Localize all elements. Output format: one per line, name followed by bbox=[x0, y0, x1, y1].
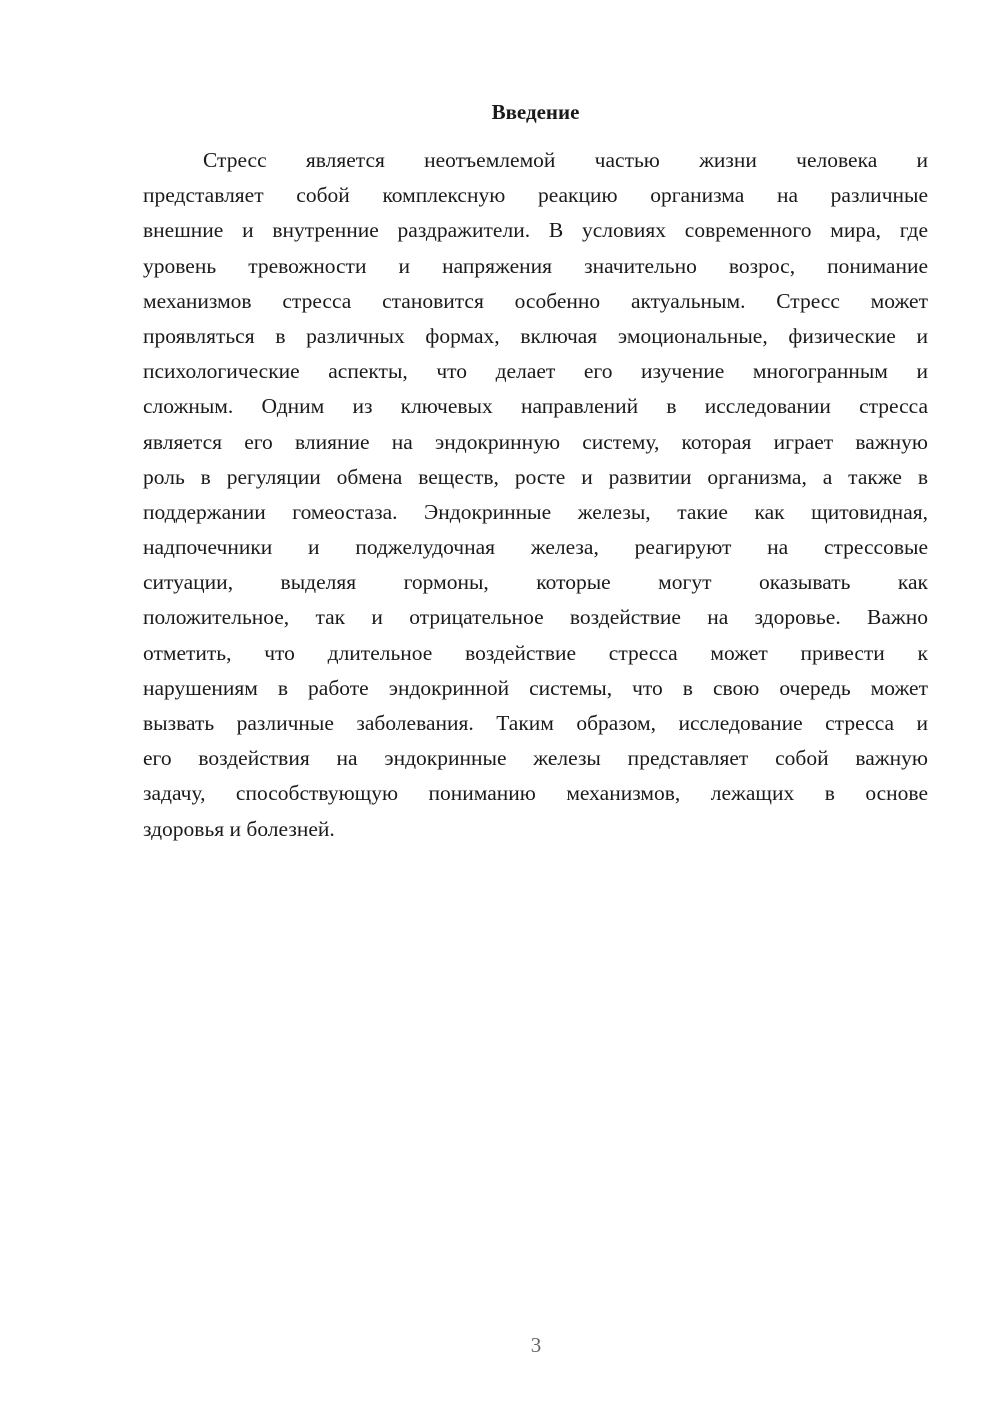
paragraph-line: поддержании гомеостаза. Эндокринные железы, такие как щитовидная, bbox=[143, 499, 928, 524]
paragraph-line: психологические аспекты, что делает его изучение многогранным и bbox=[143, 359, 928, 384]
paragraph-line: ситуации, выделяя гормоны, которые могут оказывать как bbox=[143, 570, 928, 595]
paragraph-line: надпочечники и поджелудочная железа, реагируют на стрессовые bbox=[143, 535, 928, 560]
paragraph-line: задачу, способствующую пониманию механизмов, лежащих в основе bbox=[143, 781, 928, 806]
paragraph-line: внешние и внутренние раздражители. В условиях современного мира, где bbox=[143, 218, 928, 243]
section-title: Введение bbox=[491, 100, 580, 124]
paragraph-line: роль в регуляции обмена веществ, росте и развитии организма, а также в bbox=[143, 464, 928, 489]
paragraph-line: положительное, так и отрицательное воздействие на здоровье. Важно bbox=[143, 605, 928, 630]
paragraph-line: Стресс является неотъемлемой частью жизни человека и bbox=[203, 148, 928, 172]
paragraph-line: сложным. Одним из ключевых направлений в исследовании стресса bbox=[143, 394, 928, 419]
paragraph-line: является его влияние на эндокринную систему, которая играет важную bbox=[143, 429, 928, 454]
paragraph-line: здоровья и болезней. bbox=[143, 816, 335, 841]
intro-paragraph bbox=[143, 143, 928, 847]
paragraph-line: нарушениям в работе эндокринной системы, что в свою очередь может bbox=[143, 675, 928, 700]
paragraph-line: проявляться в различных формах, включая эмоциональные, физические и bbox=[143, 323, 928, 348]
paragraph-line: отметить, что длительное воздействие стресса может привести к bbox=[143, 640, 928, 665]
page-number: 3 bbox=[530, 1333, 542, 1357]
paragraph-line: вызвать различные заболевания. Таким образом, исследование стресса и bbox=[143, 711, 928, 735]
paragraph-line: уровень тревожности и напряжения значительно возрос, понимание bbox=[143, 253, 928, 278]
paragraph-line: представляет собой комплексную реакцию организма на различные bbox=[143, 183, 928, 208]
paragraph-line: механизмов стресса становится особенно актуальным. Стресс может bbox=[143, 288, 928, 313]
paragraph-line: его воздействия на эндокринные железы представляет собой важную bbox=[143, 746, 928, 771]
